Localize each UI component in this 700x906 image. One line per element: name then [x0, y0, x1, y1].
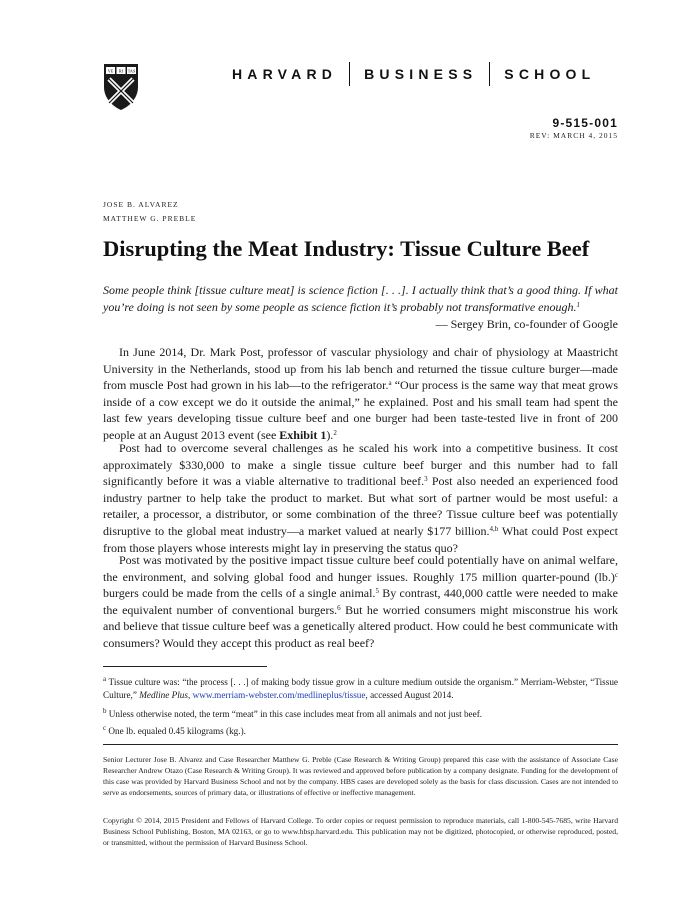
- epigraph-quote: [103, 282, 618, 316]
- school-header: [232, 62, 618, 86]
- shield-motto-3: TAS: [127, 68, 136, 74]
- hbs-shield-logo: [103, 63, 139, 111]
- header-harvard: HARVARD: [232, 66, 338, 82]
- author-name: JOSE B. ALVAREZ: [103, 200, 179, 209]
- header-school: SCHOOL: [504, 66, 596, 82]
- endnote-ref: 4,b: [489, 524, 499, 533]
- footnote: $^a$ Tissue culture was: “the process [. . .] of making body tissue grow in a culture medium outside the organism.” Merriam-Webster, “Tissue Culture,” Medline Plus, www.merriam-webster.com/medlineplus/tissue, accessed August 2014.: [103, 675, 618, 700]
- body-paragraph: Post had to overcome several challenges as he scaled his work into a competitive business. It cost approximately $330,000 to make a single tissue culture beef burger and this number had to fall significantly before it was a viable alternative to traditional beef.$^3$ Post also needed an experienced food industry partner to help take the product to market. But what sort of partner would be most useful: a retailer, a processor, a distributor, or some combination of the three? Tissue culture beef was potentially disruptive to the global meat industry—a market valued at nearly $177 billion.$^{4,b}$ What could Post expect from those players whose interests might lay in preserving the status quo?: [103, 441, 618, 555]
- body-paragraph: In June 2014, Dr. Mark Post, professor of vascular physiology and chair of physiology at Maastricht University in the Netherlands, stood up from his lab bench and returned the tissue culture burger—made from muscle Post had grown in his lab—to the refrigerator.$^a$ “Our process is the same way that meat grows inside of a cow except we do it outside the animal,” he explained. Post and his small team had spent the last few years developing tissue culture beef and one burger had been taste-tested live in front of 200 people at an August 2013 event (see Exhibit 1).$^2$: [103, 345, 618, 442]
- body-paragraph: Post was motivated by the positive impact tissue culture beef could potentially have on animal welfare, the environment, and solving global food and hunger issues. Roughly 175 million quarter-pound $(lb.)^c$ burgers could be made from the cells of a single animal.$^5$ By contrast, 440,000 cattle were needed to make the equivalent number of conventional burgers.$^6$ But he worried consumers might misconstrue his work and believe that tissue culture beef was a genetically altered product. How could he best communicate with consumers? Would they accept this product as real beef?: [103, 553, 618, 650]
- footnote-ref: a: [388, 379, 392, 388]
- author-name: MATTHEW G. PREBLE: [103, 214, 197, 223]
- footnote: $^c$ One lb. equaled 0.45 kilograms (kg.).: [103, 724, 246, 736]
- epigraph-text: Some people think [tissue culture meat] is science fiction [. . .]. I actually think that’s a good thing. If what you’re doing is not seen by some people as science fiction it’s probably not transformative enough.: [103, 283, 618, 314]
- endnote-ref: 6: [337, 603, 341, 612]
- footnote-ref: c: [614, 570, 618, 579]
- exhibit-ref: Exhibit 1: [279, 427, 327, 442]
- revision-date: REV: MARCH 4, 2015: [529, 131, 618, 140]
- footnote-link[interactable]: www.merriam-webster.com/medlineplus/tissue: [192, 689, 366, 700]
- shield-motto-1: VE: [107, 68, 114, 74]
- endnote-ref: 1: [576, 301, 580, 309]
- endnote-ref: 3: [424, 475, 428, 484]
- footnote-divider: [103, 666, 267, 667]
- legal-divider: [103, 744, 618, 745]
- copyright-notice: Copyright © 2014, 2015 President and Fellows of Harvard College. To order copies or request permission to reproduce materials, call 1-800-545-7685, write Harvard Business School Publishing, Boston, MA 02163, or go to www.hbsp.harvard.edu. This publication may not be digitized, photocopied, or otherwise reproduced, posted, or transmitted, without the permission of Harvard Business School.: [103, 816, 618, 847]
- preparation-notice: Senior Lecturer Jose B. Alvarez and Case Researcher Matthew G. Preble (Case Research & Writing Group) prepared this case with the assistance of Associate Case Researcher Andrew Otazo (Case Research & Writing Group). It was reviewed and approved before publication by a company designate. Funding for the development of this case was provided by Harvard Business School and not by the company. HBS cases are developed solely as the basis for class discussion. Cases are not intended to serve as endorsements, sources of primary data, or illustrations of effective or ineffective management.: [103, 755, 618, 797]
- header-separator: [349, 62, 350, 86]
- epigraph-attribution: — Sergey Brin, co-founder of Google: [435, 317, 618, 331]
- header-business: BUSINESS: [364, 66, 478, 82]
- header-separator: [489, 62, 490, 86]
- endnote-ref: 2: [333, 428, 337, 437]
- endnote-ref: 5: [375, 587, 379, 596]
- case-number: 9-515-001: [552, 116, 618, 130]
- footnote: $^b$ Unless otherwise noted, the term “meat” in this case includes meat from all animals and not just beef.: [103, 707, 483, 719]
- shield-motto-2: RI: [118, 68, 124, 74]
- document-title: Disrupting the Meat Industry: Tissue Culture Beef: [103, 236, 590, 261]
